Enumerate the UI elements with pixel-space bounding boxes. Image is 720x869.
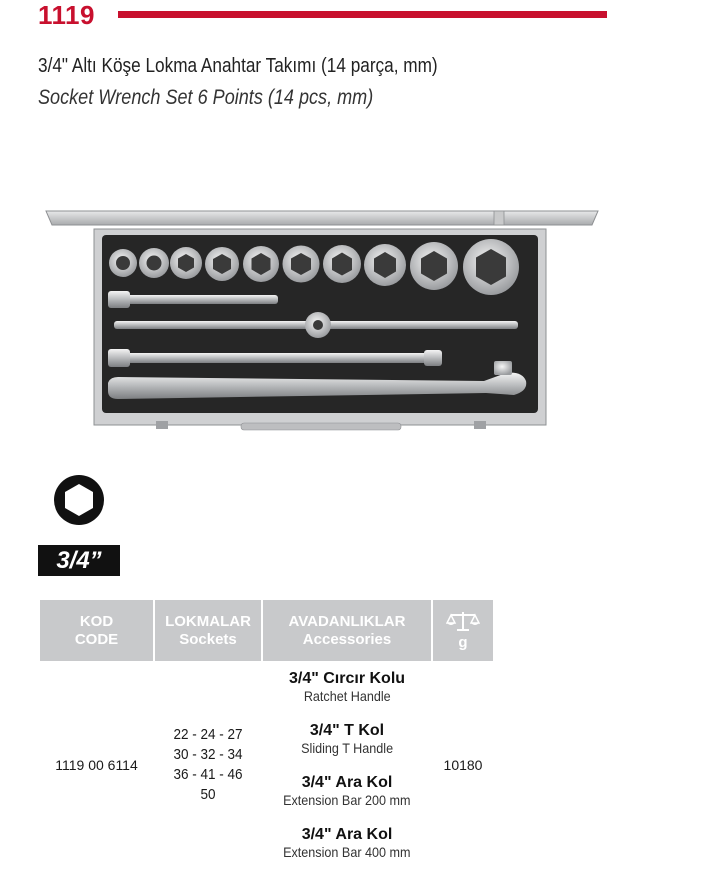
product-title-turkish: 3/4" Altı Köşe Lokma Anahtar Takımı (14 parça, mm)	[38, 55, 438, 77]
drive-size-badge: 3/4”	[38, 545, 120, 576]
header-weight-unit: g	[458, 633, 468, 651]
cell-weight: 10180	[443, 757, 483, 773]
header-sockets-en: Sockets	[179, 630, 237, 648]
accessory-item	[263, 713, 431, 765]
header-sockets-tr: LOKMALAR	[165, 612, 251, 630]
cell-sockets	[155, 661, 261, 869]
socket-sizes-line: 36 - 41 - 46	[173, 766, 243, 783]
extension-bar-400	[118, 353, 434, 363]
extension-bar-200	[116, 295, 278, 304]
accessory-name-en: Extension Bar 200 mm	[283, 792, 411, 808]
product-photo	[44, 205, 600, 435]
accessory-name-tr: 3/4" Ara Kol	[301, 774, 393, 791]
accessory-name-en: Sliding T Handle	[301, 740, 393, 756]
accessory-item	[263, 765, 431, 817]
socket-sizes-line: 30 - 32 - 34	[173, 746, 243, 763]
accessory-item	[263, 817, 431, 869]
product-title-english: Socket Wrench Set 6 Points (14 pcs, mm)	[38, 86, 374, 109]
header-code-tr: KOD	[79, 612, 114, 630]
header-weight	[433, 600, 493, 661]
header-rule	[118, 11, 607, 18]
page-number: 1119	[38, 0, 95, 30]
header-code	[40, 600, 153, 661]
header-accessories-tr: AVADANLIKLAR	[288, 612, 406, 630]
spec-table	[38, 600, 495, 869]
accessory-name-en: Ratchet Handle	[303, 688, 391, 704]
header-accessories	[263, 600, 431, 661]
hexagon-socket-icon	[53, 474, 105, 526]
header-sockets	[155, 600, 261, 661]
accessory-name-tr: 3/4" T Kol	[309, 722, 385, 739]
accessory-item	[263, 661, 431, 713]
socket-sizes-line: 50	[200, 786, 216, 803]
header-code-en: CODE	[74, 630, 119, 648]
table-row	[40, 661, 493, 869]
scale-weight-icon	[446, 610, 480, 632]
case-lid	[46, 211, 598, 225]
header-accessories-en: Accessories	[302, 630, 392, 648]
accessory-name-tr: 3/4" Cırcır Kolu	[288, 670, 406, 687]
cell-code: 1119 00 6114	[55, 757, 138, 773]
socket-sizes-line: 22 - 24 - 27	[173, 726, 243, 743]
cell-accessories	[263, 661, 431, 869]
accessory-name-en: Extension Bar 400 mm	[283, 844, 411, 860]
accessory-name-tr: 3/4" Ara Kol	[301, 826, 393, 843]
